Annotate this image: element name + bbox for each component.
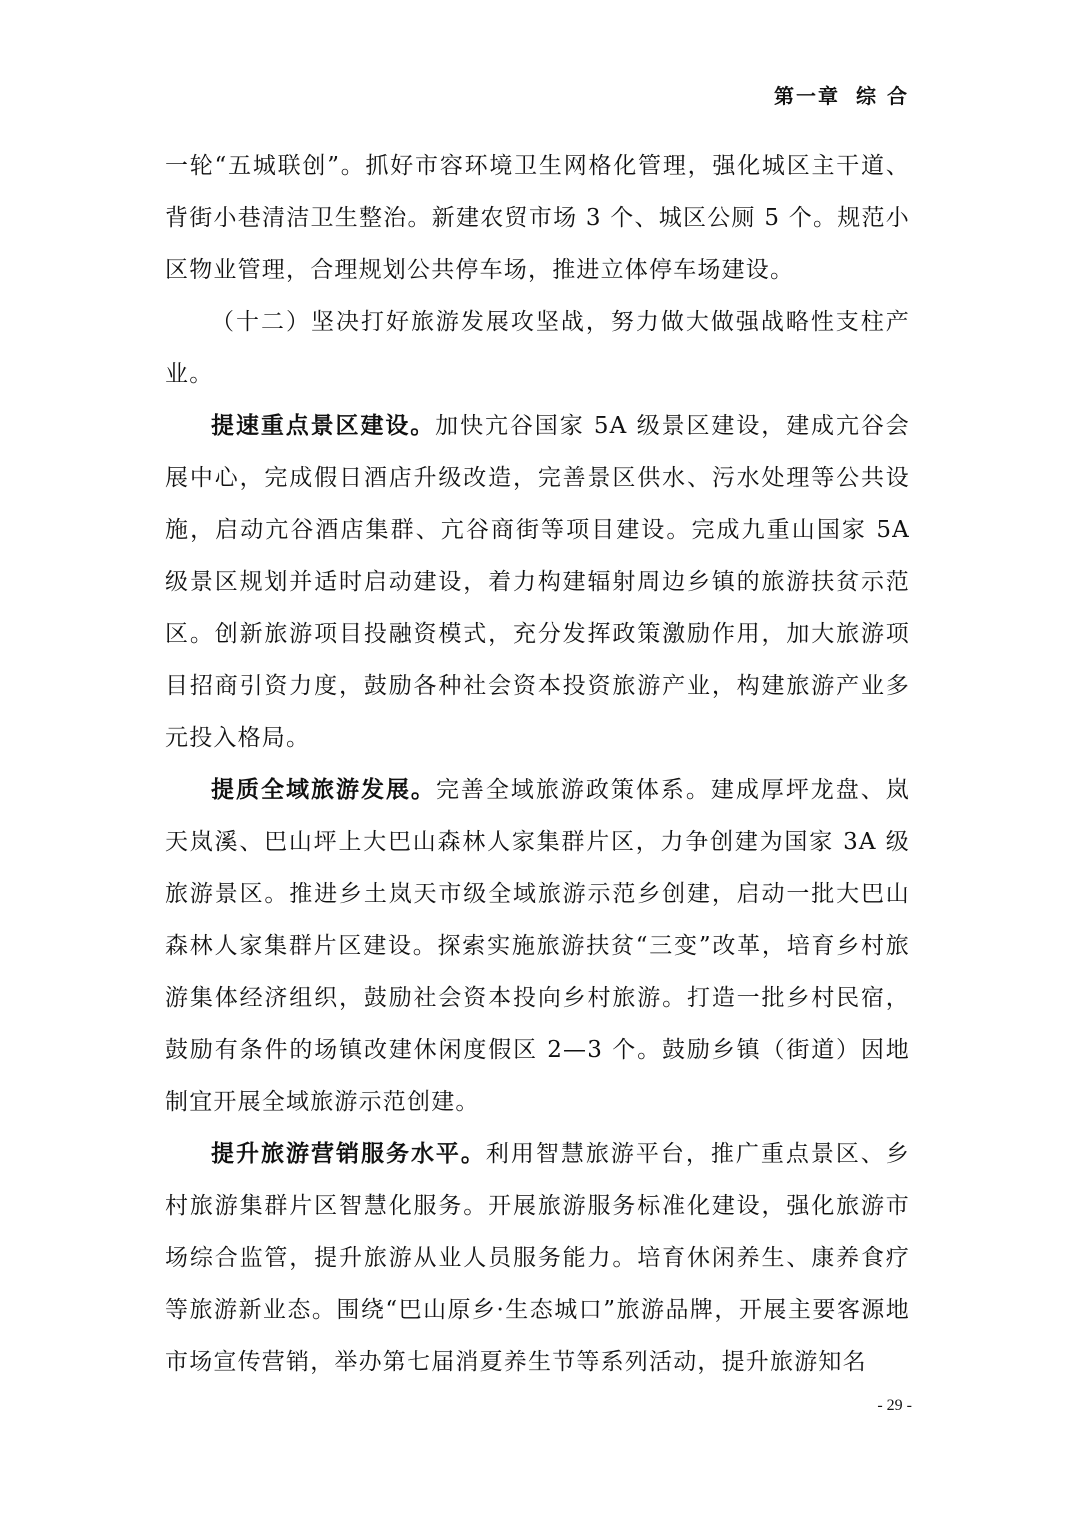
chapter-label: 第一章 bbox=[774, 84, 841, 108]
body-text bbox=[165, 140, 910, 1388]
paragraph-lead: 提质全域旅游发展。 bbox=[211, 777, 436, 803]
paragraph-text: 完善全域旅游政策体系。建成厚坪龙盘、岚天岚溪、巴山坪上大巴山森林人家集群片区，力争创建为国家 3A 级旅游景区。推进乡土岚天市级全域旅游示范乡创建，启动一批大巴山森林人家集群片区建设。探索实施旅游扶贫“三变”改革，培育乡村旅游集体经济组织，鼓励社会资本投向乡村旅游。打造一批乡村民宿，鼓励有条件的场镇改建休闲度假区 2—3 个。鼓励乡镇（街道）因地制宜开展全域旅游示范创建。 bbox=[165, 777, 910, 1115]
paragraph bbox=[165, 1128, 910, 1388]
paragraph bbox=[165, 400, 910, 764]
paragraph-text: 加快亢谷国家 5A 级景区建设，建成亢谷会展中心，完成假日酒店升级改造，完善景区供水、污水处理等公共设施，启动亢谷酒店集群、亢谷商街等项目建设。完成九重山国家 5A 级景区规划并适时启动建设，着力构建辐射周边乡镇的旅游扶贫示范区。创新旅游项目投融资模式，充分发挥政策激励作用，加大旅游项目招商引资力度，鼓励各种社会资本投资旅游产业，构建旅游产业多元投入格局。 bbox=[165, 413, 910, 751]
paragraph-text: 利用智慧旅游平台，推广重点景区、乡村旅游集群片区智慧化服务。开展旅游服务标准化建设，强化旅游市场综合监管，提升旅游从业人员服务能力。培育休闲养生、康养食疗等旅游新业态。围绕“巴山原乡·生态城口”旅游品牌，开展主要客源地市场宣传营销，举办第七届消夏养生节等系列活动，提升旅游知名 bbox=[165, 1141, 910, 1375]
page-number: - 29 - bbox=[877, 1397, 912, 1414]
paragraph-text: 一轮“五城联创”。抓好市容环境卫生网格化管理，强化城区主干道、背街小巷清洁卫生整治。新建农贸市场 3 个、城区公厕 5 个。规范小区物业管理，合理规划公共停车场，推进立体停车场建设。 bbox=[165, 153, 910, 283]
paragraph-lead: 提升旅游营销服务水平。 bbox=[211, 1141, 486, 1167]
section-heading-text: （十二）坚决打好旅游发展攻坚战，努力做大做强战略性支柱产业。 bbox=[165, 309, 910, 387]
paragraph bbox=[165, 764, 910, 1128]
running-header bbox=[774, 80, 909, 109]
section-label: 综 合 bbox=[856, 84, 909, 108]
paragraph bbox=[165, 140, 910, 296]
paragraph-lead: 提速重点景区建设。 bbox=[211, 413, 436, 439]
section-heading bbox=[165, 296, 910, 400]
